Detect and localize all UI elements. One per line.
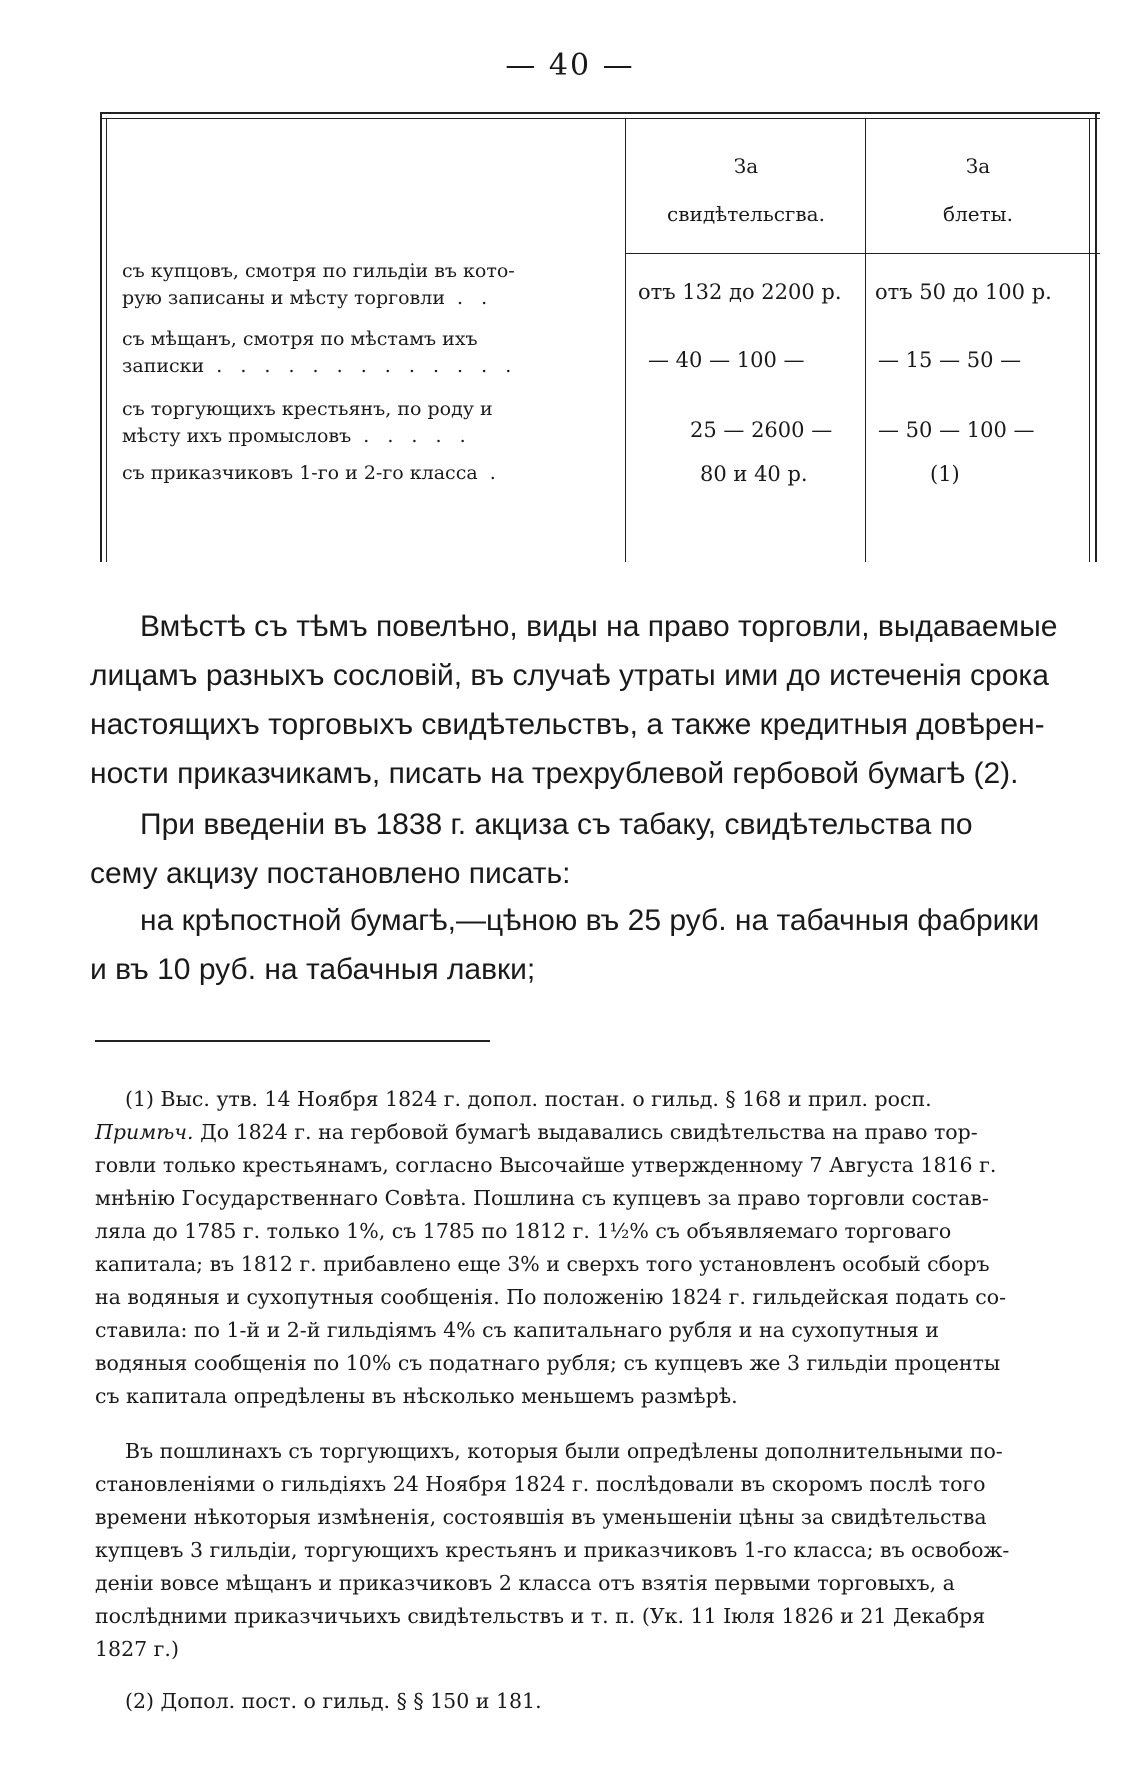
row4-label: съ приказчиковъ 1-го и 2-го класса bbox=[122, 462, 478, 484]
row1-certificate-value: отъ 132 до 2200 р. bbox=[638, 280, 842, 304]
table-row-label: съ приказчиковъ 1-го и 2-го класса . bbox=[122, 462, 502, 484]
footnote-line: (2) Допол. пост. о гильд. § § 150 и 181. bbox=[125, 1689, 542, 1713]
footnote-line: До 1824 г. на гербовой бумагѣ выдавались свидѣтельства на право тор- bbox=[193, 1120, 978, 1144]
footnote-line: становленіями о гильдіяхъ 24 Ноября 1824 г. послѣдовали въ скоромъ послѣ того bbox=[95, 1472, 986, 1496]
footnote-line: говли только крестьянамъ, согласно Высочайше утвержденному 7 Августа 1816 г. bbox=[95, 1153, 997, 1177]
header-col1-line2: свидѣтельсгва. bbox=[667, 202, 825, 226]
header-tickets bbox=[867, 142, 1089, 238]
table-right-border bbox=[1095, 112, 1097, 562]
footnote-line: водяныя сообщенія по 10% съ податнаго рубля; съ купцевъ же 3 гильдіи проценты bbox=[95, 1351, 1001, 1375]
footnote-line: купцевъ 3 гильдіи, торгующихъ крестьянъ и приказчиковъ 1-го класса; въ освобож- bbox=[95, 1538, 1010, 1562]
table-top-rule bbox=[100, 112, 1100, 114]
paragraph-line: лицамъ разныхъ сословій, въ случаѣ утраты ими до истеченія срока bbox=[90, 659, 1049, 692]
row3-certificate-value: 25 — 2600 — bbox=[690, 418, 833, 442]
header-col1-line1: За bbox=[733, 154, 759, 178]
table-row-label: съ торгующихъ крестьянъ, по роду и мѣсту ихъ промысловъ . . . . . bbox=[122, 396, 642, 450]
footnote-line: послѣдними приказчичьихъ свидѣтельствъ и т. п. (Ук. 11 Іюля 1826 и 21 Декабря bbox=[95, 1604, 986, 1628]
row4-ticket-value: (1) bbox=[930, 462, 960, 486]
paragraph-line: сему акцизу постановлено писать: bbox=[90, 857, 571, 890]
footnote-line: съ капитала опредѣлены въ нѣсколько меньшемъ размѣрѣ. bbox=[95, 1384, 738, 1408]
footnote-1-continued bbox=[95, 1435, 1115, 1666]
page-number: — 40 — bbox=[505, 48, 635, 83]
paragraph-line: При введеніи въ 1838 г. акциза съ табаку, свидѣтельства по bbox=[140, 808, 973, 841]
header-col2-line2: блеты. bbox=[943, 202, 1013, 226]
paragraph-line: и въ 10 руб. на табачныя лавки; bbox=[90, 953, 536, 986]
paragraph-2 bbox=[90, 800, 1110, 898]
paragraph-line: Вмѣстѣ съ тѣмъ повелѣно, виды на право торговли, выдаваемые bbox=[140, 610, 1058, 643]
footnote-line: времени нѣкоторыя измѣненія, состоявшія въ уменьшеніи цѣны за свидѣтельства bbox=[95, 1505, 987, 1529]
row2-label-line1: съ мѣщанъ, смотря по мѣстамъ ихъ bbox=[122, 328, 478, 350]
row3-label-line2: мѣсту ихъ промысловъ bbox=[122, 425, 352, 447]
footnote-2 bbox=[95, 1685, 1115, 1718]
table-right-border-inner bbox=[1089, 118, 1090, 562]
footnote-1 bbox=[95, 1083, 1115, 1413]
table-left-border-inner bbox=[106, 118, 107, 562]
footnote-note-label: Примѣч. bbox=[95, 1120, 194, 1144]
row2-ticket-value: — 15 — 50 — bbox=[878, 348, 1022, 372]
row3-ticket-value: — 50 — 100 — bbox=[878, 418, 1035, 442]
row2-certificate-value: — 40 — 100 — bbox=[648, 348, 805, 372]
footnote-line: деніи вовсе мѣщанъ и приказчиковъ 2 класса отъ взятія первыми торговыхъ, а bbox=[95, 1571, 955, 1595]
footnote-line: (1) Выс. утв. 14 Ноября 1824 г. допол. постан. о гильд. § 168 и прил. росп. bbox=[125, 1087, 932, 1111]
table-row-label: съ мѣщанъ, смотря по мѣстамъ ихъ записки . . . . . . . . . . . . . bbox=[122, 326, 642, 380]
footnote-line: ляла до 1785 г. только 1%, съ 1785 по 1812 г. 1½% съ объявляемаго торговаго bbox=[95, 1219, 952, 1243]
table-col-divider-2 bbox=[865, 118, 866, 562]
paragraph-line: ности приказчикамъ, писать на трехрублевой гербовой бумагѣ (2). bbox=[90, 757, 1019, 790]
paragraph-1 bbox=[90, 602, 1110, 798]
paragraph-line: на крѣпостной бумагѣ,—цѣною въ 25 руб. на табачныя фабрики bbox=[140, 904, 1040, 937]
table-header-rule bbox=[625, 253, 1100, 254]
row1-ticket-value: отъ 50 до 100 р. bbox=[875, 280, 1052, 304]
paragraph-3 bbox=[90, 896, 1110, 994]
footnote-line: Въ пошлинахъ съ торгующихъ, которыя были опредѣлены дополнительными по- bbox=[125, 1439, 1003, 1463]
footnote-line: мнѣнію Государственнаго Совѣта. Пошлина съ купцевъ за право торговли состав- bbox=[95, 1186, 989, 1210]
row4-certificate-value: 80 и 40 р. bbox=[700, 462, 808, 486]
row1-label-line1: съ купцовъ, смотря по гильдіи въ кото- bbox=[122, 260, 515, 282]
row2-label-line2: записки bbox=[122, 355, 205, 377]
table-row-label: съ купцовъ, смотря по гильдіи въ кото- рую записаны и мѣсту торговли . . bbox=[122, 258, 642, 312]
table-top-rule-inner bbox=[100, 118, 1100, 119]
footnote-line: на водяныя и сухопутныя сообщенія. По положенію 1824 г. гильдейская подать со- bbox=[95, 1285, 1006, 1309]
tariff-table bbox=[100, 112, 1100, 562]
table-left-border bbox=[100, 112, 102, 562]
footnote-line: ставила: по 1-й и 2-й гильдіямъ 4% съ капитальнаго рубля и на сухопутныя и bbox=[95, 1318, 939, 1342]
footnote-line: капитала; въ 1812 г. прибавлено еще 3% и сверхъ того установленъ особый сборъ bbox=[95, 1252, 990, 1276]
header-certificates bbox=[627, 142, 865, 238]
paragraph-line: настоящихъ торговыхъ свидѣтельствъ, а также кредитныя довѣрен- bbox=[90, 708, 1045, 741]
header-col2-line1: За bbox=[965, 154, 991, 178]
footnote-rule bbox=[95, 1040, 490, 1042]
footnote-line: 1827 г.) bbox=[95, 1637, 179, 1661]
row3-label-line1: съ торгующихъ крестьянъ, по роду и bbox=[122, 398, 493, 420]
row1-label-line2: рую записаны и мѣсту торговли bbox=[122, 287, 445, 309]
